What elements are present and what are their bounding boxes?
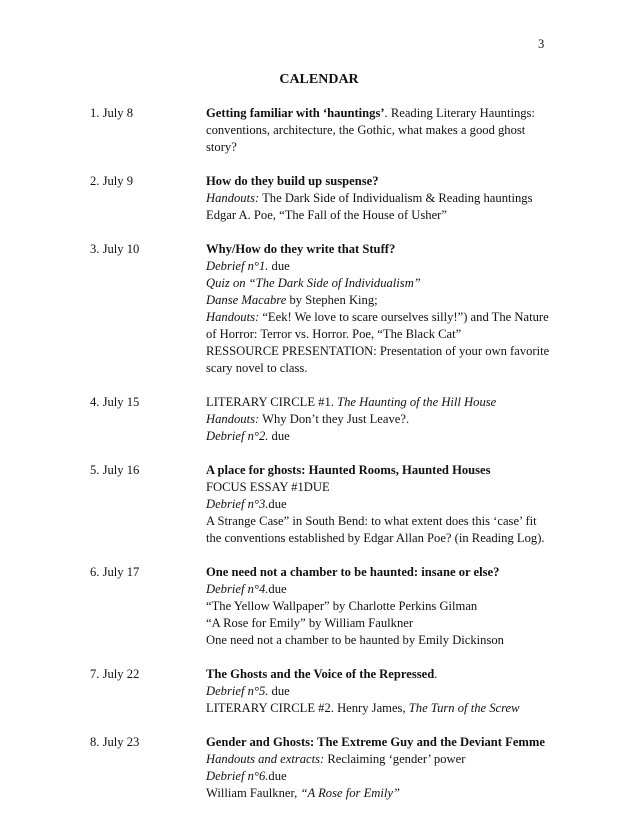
entry-line [206,632,560,649]
entry-description [206,173,560,224]
entry-line [206,207,560,224]
text-segment: A place for ghosts: Haunted Rooms, Haunted Houses [206,463,491,477]
text-segment: Reclaiming ‘gender’ power [324,752,466,766]
entry-description [206,666,560,717]
entry-line [206,173,560,190]
entry-line [206,513,560,530]
entry-description [206,462,560,547]
text-segment: due [268,259,290,273]
text-segment: conventions, architecture, the Gothic, what makes a good ghost [206,123,526,137]
entry-date: 4. July 15 [90,395,140,409]
text-segment: The Haunting of the Hill House [337,395,497,409]
text-segment: How do they build up suspense? [206,174,379,188]
text-segment: the conventions established by Edgar Allan Poe? (in Reading Log). [206,531,545,545]
entry-line [206,139,560,156]
text-segment: Edgar A. Poe, “The Fall of the House of Usher” [206,208,447,222]
entry-line [206,241,560,258]
entry-description [206,394,560,445]
page-number: 3 [538,37,545,51]
text-segment: Handouts: [206,310,260,324]
text-segment: The Dark Side of Individualism & Reading hauntings [259,191,533,205]
text-segment: story? [206,140,237,154]
text-segment: of Horror: Terror vs. Horror. Poe, “The Black Cat” [206,327,462,341]
entry-line [206,751,560,768]
text-segment: Debrief n°5. [206,684,269,698]
entry-line [206,785,560,802]
text-segment: Debrief n°6. [206,769,269,783]
entry-line [206,122,560,139]
text-segment: LITERARY CIRCLE #2. Henry James, [206,701,409,715]
text-segment: The Ghosts and the Voice of the Repressed [206,667,435,681]
text-segment: Debrief n°2. [206,429,269,443]
text-segment: due [268,769,287,783]
entry-description [206,241,560,377]
entry-line [206,615,560,632]
text-segment: “A Rose for Emily” [300,786,400,800]
text-segment: One need not a chamber to be haunted: insane or else? [206,565,500,579]
text-segment: RESSOURCE PRESENTATION: Presentation of your own favorite [206,344,550,358]
text-segment: due [268,497,287,511]
entry-line [206,428,560,445]
text-segment: Debrief n°1. [206,259,269,273]
entry-line [206,105,560,122]
entry-line [206,292,560,309]
calendar-entry [90,734,560,802]
text-segment: Why Don’t they Just Leave?. [259,412,410,426]
entry-line [206,258,560,275]
entry-line [206,581,560,598]
entry-line [206,275,560,292]
entry-line [206,479,560,496]
text-segment: scary novel to class. [206,361,308,375]
text-segment: Getting familiar with ‘hauntings’ [206,106,385,120]
text-segment: Handouts: [206,412,260,426]
calendar-list [90,105,560,819]
text-segment: Gender and Ghosts: The Extreme Guy and the Deviant Femme [206,735,545,749]
entry-line [206,496,560,513]
text-segment: “Eek! We love to scare ourselves silly!”) and The Nature [259,310,549,324]
entry-line [206,343,560,360]
text-segment: The Turn of the Screw [408,701,520,715]
text-segment: Debrief n°3. [206,497,269,511]
text-segment: due [268,684,290,698]
text-segment: Debrief n°4. [206,582,269,596]
entry-line [206,666,560,683]
text-segment: “The Yellow Wallpaper” by Charlotte Perkins Gilman [206,599,478,613]
entry-line [206,700,560,717]
entry-line [206,683,560,700]
entry-line [206,411,560,428]
entry-description [206,734,560,802]
entry-date: 5. July 16 [90,463,140,477]
text-segment: William Faulkner, [206,786,301,800]
text-segment: by Stephen King; [286,293,378,307]
calendar-entry [90,394,560,445]
text-segment: Handouts and extracts: [206,752,325,766]
entry-description [206,105,560,156]
entry-date: 1. July 8 [90,106,134,120]
calendar-entry [90,666,560,717]
entry-date: 7. July 22 [90,667,140,681]
entry-line [206,768,560,785]
text-segment: . Reading Literary Hauntings: [384,106,535,120]
text-segment: Handouts: [206,191,260,205]
entry-line [206,394,560,411]
entry-line [206,598,560,615]
calendar-entry [90,241,560,377]
entry-line [206,326,560,343]
entry-line [206,564,560,581]
text-segment: . [434,667,438,681]
calendar-entry [90,462,560,547]
text-segment: “A Rose for Emily” by William Faulkner [206,616,414,630]
entry-line [206,309,560,326]
entry-date: 8. July 23 [90,735,140,749]
entry-line [206,462,560,479]
entry-date: 3. July 10 [90,242,140,256]
text-segment: A Strange Case” in South Bend: to what extent does this ‘case’ fit [206,514,537,528]
text-segment: Quiz on “The Dark Side of Individualism” [206,276,421,290]
entry-description [206,564,560,649]
calendar-entry [90,105,560,156]
entry-line [206,190,560,207]
entry-date: 2. July 9 [90,174,134,188]
entry-line [206,530,560,547]
text-segment: Why/How do they write that Stuff? [206,242,396,256]
text-segment: Danse Macabre [206,293,287,307]
text-segment: One need not a chamber to be haunted by Emily Dickinson [206,633,504,647]
entry-line [206,360,560,377]
text-segment: FOCUS ESSAY #1DUE [206,480,330,494]
entry-line [206,734,560,751]
calendar-entry [90,564,560,649]
calendar-entry [90,173,560,224]
page-title: CALENDAR [279,72,359,87]
text-segment: due [268,429,290,443]
text-segment: LITERARY CIRCLE #1. [206,395,338,409]
entry-date: 6. July 17 [90,565,140,579]
text-segment: due [268,582,287,596]
